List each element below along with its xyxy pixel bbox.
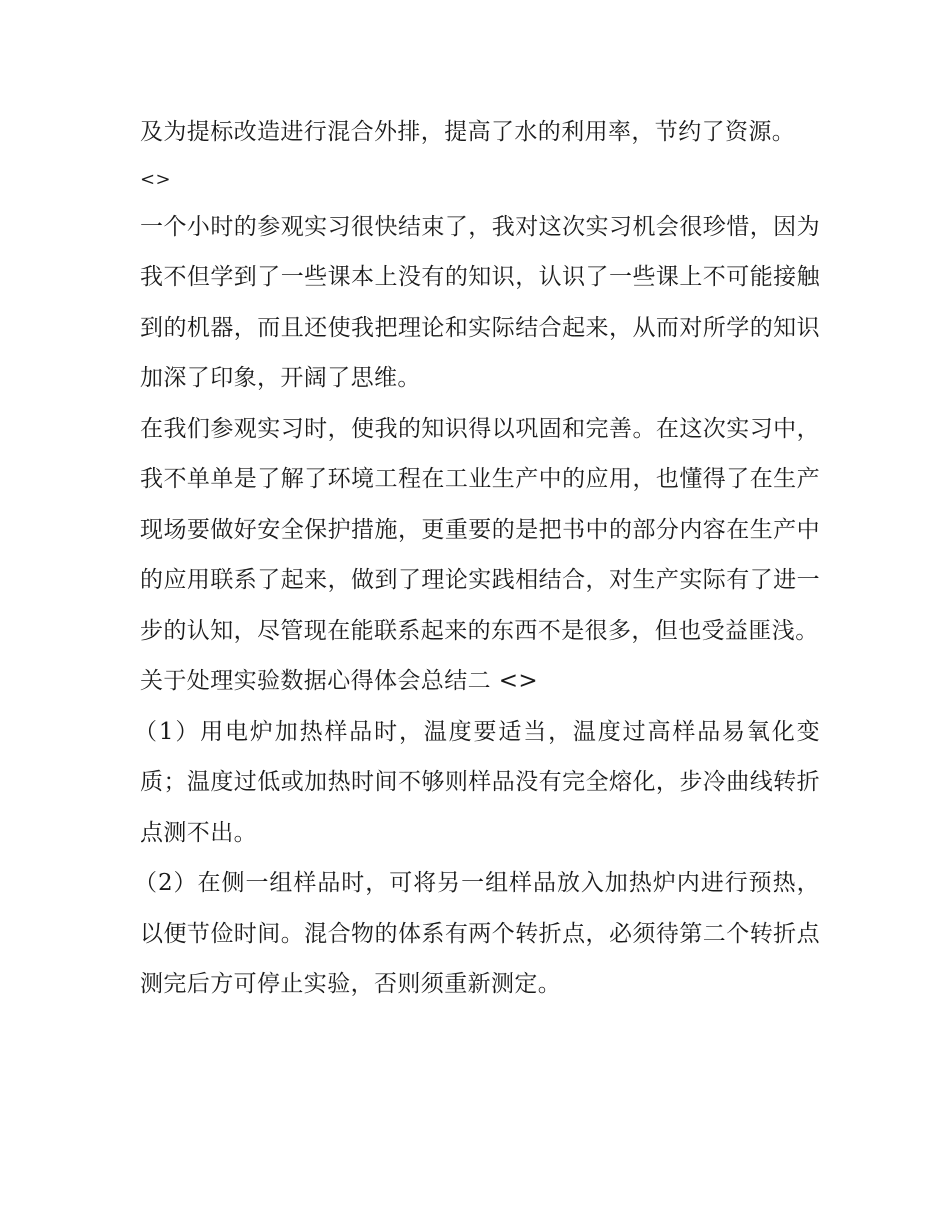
paragraph-continuation: 及为提标改造进行混合外排，提高了水的利用率，节约了资源。 <box>140 119 796 145</box>
placeholder-marker: <> <box>140 168 171 190</box>
list-item-2: （2）在侧一组样品时，可将另一组样品放入加热炉内进行预热，以便节俭时间。混合物的体系有两个转折点，必须待第二个转折点测完后方可停止实验，否则须重新测定。 <box>134 870 820 997</box>
paragraph-knowledge-gain: 在我们参观实习时，使我的知识得以巩固和完善。在这次实习中，我不单单是了解了环境工程在工业生产中的应用，也懂得了在生产现场要做好安全保护措施，更重要的是把书中的部分内容在生产中的应用联系了起来，做到了理论实践相结合，对生产实际有了进一步的认知，尽管现在能联系起来的东西不是很多，但也受益匪浅。 <box>140 415 820 644</box>
paragraph-internship-reflection: 一个小时的参观实习很快结束了，我对这次实习机会很珍惜，因为我不但学到了一些课本上没有的知识，认识了一些课上不可能接触到的机器，而且还使我把理论和实际结合起来，从而对所学的知识加深了印象，开阔了思维。 <box>140 213 820 391</box>
section-heading: 关于处理实验数据心得体会总结二 <> <box>140 668 539 694</box>
list-item-1: （1）用电炉加热样品时，温度要适当，温度过高样品易氧化变质；温度过低或加热时间不够则样品没有完全熔化，步冷曲线转折点测不出。 <box>134 718 820 846</box>
document-body <box>134 107 820 1010</box>
